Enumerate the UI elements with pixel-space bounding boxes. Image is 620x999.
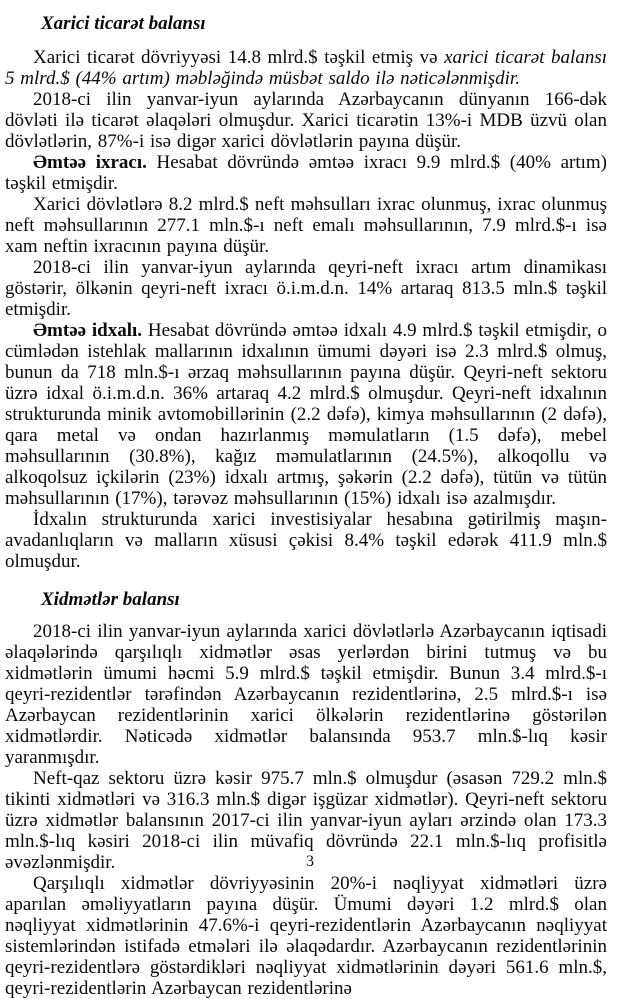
body-run: Hesabat dövründə əmtəə ixracı 9.9 mlrd.$ (40% artım) təşkil etmişdir. <box>5 152 607 194</box>
bold-lead: Əmtəə idxalı. <box>33 320 143 341</box>
paragraph-oil-exports: Xarici dövlətlərə 8.2 mlrd.$ neft məhsulları ixrac olunmuş, ixrac olunmuş neft məhsullarının 277.1 mln.$-ı neft emalı məhsullarının, 7.9 mlrd.$-ı isə xam neftin ixracının payına düşür. <box>5 194 607 257</box>
paragraph-trade-partners: 2018-ci ilin yanvar-iyun aylarında Azərbaycanın dünyanın 166-dək dövləti ilə ticarət əlaqələri olmuşdur. Xarici ticarətin 13%-i MDB üzvü olan dövlətlərin, 87%-i isə digər xarici dövlətlərin payına düşür. <box>5 89 607 152</box>
paragraph-trade-overview <box>5 47 607 89</box>
paragraph-exports <box>5 152 607 194</box>
services-balance-section <box>5 621 607 999</box>
italic-run: xarici ticarət balansı 5 mlrd.$ (44% artım) məbləğində müsbət saldo ilə nəticələnmişdir. <box>5 47 607 89</box>
body-run: Hesabat dövründə əmtəə idxalı 4.9 mlrd.$ təşkil etmişdir, o cümlədən istehlak mallarının idxalının ümumi dəyəri isə 2.3 mlrd.$ olmuş, bunun da 718 mln.$-ı ərzaq məhsullarının payına düşür. Qeyri-neft sektoru üzrə idxal ö.i.m.d.n. 36% artaraq 4.2 mlrd.$ olmuşdur. Qeyri-neft idxalının strukturunda minik avtomobillərinin (2.2 dəfə), kimya məhsullarının (2 dəfə), qara metal və ondan hazırlanmış məmulatların (1.5 dəfə), mebel məhsullarının (30.8%), kağız məmulatlarının (24.5%), alkoqollu və alkoqolsuz içkilərin (23%) idxalı artmış, şəkərin (2.2 dəfə), tütün və tütün məhsullarının (17%), tərəvəz məhsullarının (15%) idxalı isə azalmışdır. <box>5 320 608 509</box>
paragraph-imports <box>5 320 607 509</box>
paragraph-non-oil-exports: 2018-ci ilin yanvar-iyun aylarında qeyri-neft ixracı artım dinamikası göstərir, ölkənin qeyri-neft ixracı ö.i.m.d.n. 14% artaraq 813.5 mln.$ təşkil etmişdir. <box>5 257 607 320</box>
paragraph-services-overview: 2018-ci ilin yanvar-iyun aylarında xarici dövlətlərlə Azərbaycanın iqtisadi əlaqələrində qarşılıqlı xidmətlər əsas yerlərdən birini tutmuş və bu xidmətlərin ümumi həcmi 5.9 mlrd.$ təşkil etmişdir. Bunun 3.4 mlrd.$-ı qeyri-rezidentlər tərəfindən Azərbaycanın rezidentlərinə, 2.5 mlrd.$-ı isə Azərbaycan rezidentlərinin xarici ölkələrin rezidentlərinə göstərilən xidmətlərdir. Nəticədə xidmətlər balansında 953.7 mln.$-lıq kəsir yaranmışdır. <box>5 621 607 768</box>
bold-lead: Əmtəə ixracı. <box>33 152 147 173</box>
paragraph-transport-services: Qarşılıqlı xidmətlər dövriyyəsinin 20%-i nəqliyyat xidmətləri üzrə aparılan əməliyyatların payına düşür. Ümumi dəyəri 1.2 mlrd.$ olan nəqliyyat xidmətlərinin 47.6%-i qeyri-rezidentlərin Azərbaycanın nəqliyyat sistemlərindən istifadə etmələri ilə əlaqədardır. Azərbaycanın rezidentlərinin qeyri-rezidentlərə göstərdikləri nəqliyyat xidmətlərinin dəyəri 561.6 mln.$, qeyri-rezidentlərin Azərbaycan rezidentlərinə <box>5 873 607 999</box>
body-run: Xarici ticarət dövriyyəsi 14.8 mlrd.$ təşkil etmiş və <box>33 47 445 68</box>
paragraph-import-structure: İdxalın strukturunda xarici investisiyalar hesabına gətirilmiş maşın-avadanlıqların və malların xüsusi çəkisi 8.4% təşkil edərək 411.9 mln.$ olmuşdur. <box>5 509 607 572</box>
page-number: 3 <box>306 853 314 870</box>
paragraph-oil-gas-deficit: Neft-qaz sektoru üzrə kəsir 975.7 mln.$ olmuşdur (əsasən 729.2 mln.$ tikinti xidmətləri və 316.3 mln.$ digər işgüzar xidmətlər). Qeyri-neft sektoru üzrə xidmətlər balansının 2017-ci ilin yanvar-iyun ayları ərzində olan 173.3 mln.$-lıq kəsiri 2018-ci ilin müvafiq dövründə 22.1 mln.$-lıq profisitlə əvəzlənmişdir. <box>5 768 607 873</box>
trade-balance-section <box>5 47 607 572</box>
section-heading-services-balance: Xidmətlər balansı <box>41 589 180 610</box>
section-heading-trade-balance: Xarici ticarət balansı <box>41 13 206 34</box>
